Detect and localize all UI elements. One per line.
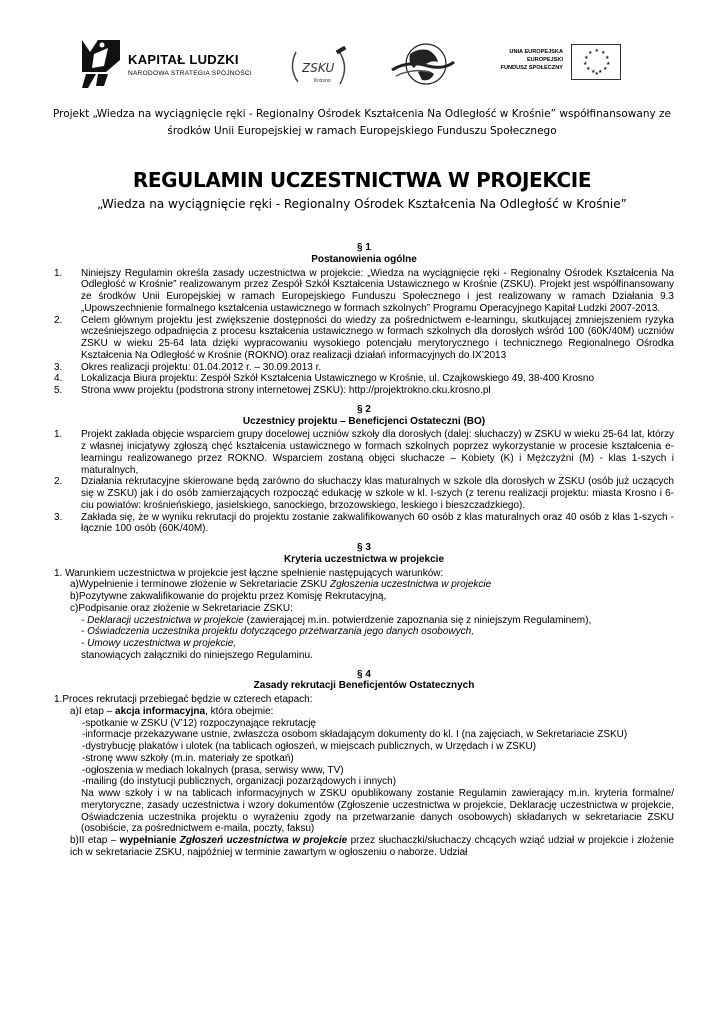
- globe-icon: [388, 40, 458, 92]
- zsku-logo-text: ZSKU: [302, 61, 335, 75]
- list-item: - Deklaracji uczestnictwa w projekcie (zawierającej m.in. potwierdzenie zapoznania się z niniejszym Regulaminem),: [81, 614, 592, 626]
- list-item: - Oświadczenia uczestnika projektu dotyczącego przetwarzania jego danych osobowych,: [81, 626, 474, 638]
- section-3-title: Kryteria uczestnictwa w projekcie: [283, 553, 445, 565]
- section-2-list: [54, 429, 674, 535]
- kapital-ludzki-title: KAPITAŁ LUDZKI: [128, 52, 239, 67]
- eu-logo: [483, 44, 623, 86]
- regulation-body: [54, 235, 674, 859]
- zsku-logo: [286, 44, 352, 90]
- list-item: b)II etap – wypełnianie Zgłoszeń uczestnictwa w projekcie przez słuchaczki/słuchaczy chcących wziąć udział w projekcie i złożenie ich w sekretariacie ZSKU, najpóźniej w terminie zawartym w ogłoszeniu o naborze. Udział: [70, 835, 674, 858]
- list-item: -spotkanie w ZSKU (V’12) rozpoczynające rekrutację: [82, 717, 316, 729]
- zsku-logo-icon: [286, 44, 352, 90]
- section-4-title: Zasady rekrutacji Beneficjentów Ostatecznych: [253, 680, 475, 692]
- list-item: 2. Działania rekrutacyjne skierowane będą zarówno do słuchaczy klas maturalnych w szkole dla dorosłych w ZSKU (osób już uczących się w ZSKU) jak i do osób zamierzających rozpocząć edukację w szkole w kl. I-szych (z terenu realizacji projektu: miasta Krosno i 6-ciu powiatów: krośnieńskiego, jasielskiego, sanockiego, brzozowskiego, leskiego i bieszczadzkiego).: [54, 476, 674, 511]
- page-subtitle: „Wiedza na wyciągnięcie ręki - Regionalny Ośrodek Kształcenia Na Odległość w Krośnie”: [97, 197, 627, 211]
- section-3-sublist: [54, 579, 674, 661]
- page-title: REGULAMIN UCZESTNICTWA W PROJEKCIE: [132, 168, 592, 192]
- eu-line-2: EUROPEJSKI: [526, 57, 563, 63]
- list-item: -informacje przekazywane ustnie, zwłaszcza osobom składającym dokumenty do kl. I (na zajęciach, w Sekretariacie ZSKU): [82, 729, 628, 741]
- section-4-list: [54, 694, 674, 859]
- svg-text:★: ★: [603, 66, 608, 72]
- section-1-number: § 1: [357, 242, 371, 253]
- svg-text:★: ★: [591, 69, 596, 75]
- section-1-list: [54, 268, 674, 397]
- section-2-title: Uczestnicy projektu – Beneficjenci Ostateczni (BO): [242, 415, 486, 427]
- list-item: 5. Strona www projektu (podstrona strony internetowej ZSKU): http://projektrokno.cku.krosno.pl: [54, 385, 491, 396]
- section-3-intro: 1. Warunkiem uczestnictwa w projekcie jest łączne spełnienie następujących warunków:: [54, 567, 444, 579]
- project-line-1: Projekt „Wiedza na wyciągnięcie ręki - Regionalny Ośrodek Kształcenia Na Odległość w Krośnie” współfinansowany ze: [52, 108, 671, 120]
- list-item: - Umowy uczestnictwa w projekcie,: [81, 638, 237, 649]
- svg-text:★: ★: [605, 55, 610, 61]
- svg-text:★: ★: [588, 50, 593, 56]
- eu-logo-text: [483, 48, 563, 72]
- section-4-intro: 1.Proces rekrutacji przebiegać będzie w czterech etapach:: [54, 694, 313, 705]
- kapital-ludzki-flag-icon: [78, 38, 122, 90]
- list-item: 1. Niniejszy Regulamin określa zasady uczestnictwa w projekcie: „Wiedza na wyciągnięcie ręki - Regionalny Ośrodek Kształcenia Na Odległość w Krośnie” realizowanym przez Zespół Szkół Kształcenia Ustawicznego w Krośnie (ZSKU). Projekt jest współfinansowany ze środków Unii Europejskiej w ramach Europejskiego Funduszu Społecznego i jest realizowany w ramach Działania 9.3 „Upowszechnienie formalnego kształcenia ustawicznego w formach szkolnych” Programu Operacyjnego Kapitał Ludzki 2007-2013.: [54, 267, 674, 314]
- svg-text:★: ★: [594, 48, 599, 54]
- svg-text:★: ★: [594, 71, 599, 77]
- list-item: 3. Okres realizacji projektu: 01.04.2012 r. – 30.09.2013 r.: [54, 361, 322, 373]
- project-cofinancing-note: [40, 106, 684, 140]
- svg-text:★: ★: [584, 55, 589, 61]
- list-item: -stronę www szkoły (m.in. materiały ze spotkań): [82, 752, 294, 764]
- list-item: b)Pozytywne zakwalifikowanie do projektu przez Komisję Rekrutacyjną,: [70, 591, 387, 602]
- section-3-number: § 3: [357, 542, 371, 553]
- eu-line-1: UNIA EUROPEJSKA: [509, 49, 563, 55]
- svg-text:★: ★: [586, 66, 591, 72]
- section-3-list: [54, 568, 674, 662]
- section-2-number: § 2: [357, 403, 371, 415]
- list-item: -ogłoszenia w mediach lokalnych (prasa, serwisy www, TV): [82, 764, 344, 776]
- section-4-paragraph: Na www szkoły i w na tablicach informacyjnych w ZSKU opublikowany zostanie Regulamin zawierający m.in. kryteria formalne/ merytoryczne, zasady uczestnictwa i wzory dokumentów (Zgłoszenie uczestnictwa w projekcie, Deklarację uczestnictwa w projekcie, Oświadczenia uczestnika projektu o wyrażeniu zgody na przetwarzanie danych osobowych) składanych w sekretariacie ZSKU (osobiście, za pośrednictwem e-maila, poczty, faksu): [81, 788, 674, 835]
- kapital-ludzki-subtitle: NARODOWA STRATEGIA SPÓJNOŚCI: [128, 70, 252, 77]
- section-4-number: § 4: [357, 668, 371, 680]
- list-item: c)Podpisanie oraz złożenie w Sekretariacie ZSKU:: [70, 602, 293, 614]
- list-item: -mailing (do instytucji publicznych, organizacji pozarządowych i innych): [82, 776, 397, 788]
- svg-text:★: ★: [583, 61, 588, 67]
- list-item: a)I etap – akcja informacyjna, która obejmie:: [70, 705, 274, 717]
- svg-text:★: ★: [601, 50, 606, 56]
- list-item: 4. Lokalizacja Biura projektu: Zespół Szkół Kształcenia Ustawicznego w Krośnie, ul. Czajkowskiego 49, 38-400 Krosno: [54, 373, 595, 385]
- list-item: 3. Zakłada się, że w wyniku rekrutacji do projektu zostanie zakwalifikowanych 60 osób z klas maturalnych oraz 40 osób z klas 1-szych - łącznie 100 osób (60K/40M).: [54, 511, 674, 535]
- eu-flag-icon: [571, 44, 621, 80]
- project-line-2: środków Unii Europejskiej w ramach Europejskiego Funduszu Społecznego: [167, 125, 557, 137]
- list-item: a)Wypełnienie i terminowe złożenie w Sekretariacie ZSKU Zgłoszenia uczestnictwa w projekcie: [70, 579, 492, 591]
- section-3-tail: stanowiących załączniki do niniejszego Regulaminu.: [81, 649, 313, 661]
- eu-line-3: FUNDUSZ SPOŁECZNY: [500, 65, 563, 71]
- list-item: 2. Celem głównym projektu jest zwiększenie dostępności do wiedzy za pośrednictwem e-learningu, skutkującej zmniejszeniem ryzyka wcześniejszego odpadnięcia z procesu kształcenia ustawicznego w formach szkolnych dla dorosłych wśród 100 (60K/40M) uczniów ZSKU w wieku 25-64 lata dzięki wypracowaniu wysokiego potencjału merytorycznego i technicznego Regionalnego Ośrodka Kształcenia Na Odległość w Krośnie (ROKNO) oraz realizacji działań informacyjnych do IX’2013: [54, 314, 674, 361]
- svg-text:★: ★: [606, 61, 611, 67]
- logo-bar: [78, 34, 638, 96]
- zsku-logo-sub: Krosno: [314, 78, 332, 84]
- svg-text:★: ★: [598, 69, 603, 75]
- kapital-ludzki-logo: [78, 38, 268, 92]
- list-item: 1. Projekt zakłada objęcie wsparciem grupy docelowej uczniów szkoły dla dorosłych (dalej: słuchaczy) w ZSKU w wieku 25-64 lat, którzy z własnej inicjatywy zgłoszą chęć kształcenia ustawicznego w formach szkolnych poprzez wykorzystanie w procesie kształcenia e-learningu realizowanego przez ROKNO. Wsparciem zostaną objęci słuchacze – Kobiety (K) i Mężczyźni (M) - klas 1-szych i maturalnych,: [54, 429, 674, 476]
- list-item: -dystrybucję plakatów i ulotek (na tablicach ogłoszeń, w miejscach publicznych, w Urzędach i w ZSKU): [82, 741, 537, 752]
- section-1-title: Postanowienia ogólne: [311, 253, 417, 265]
- rokno-globe-logo: [388, 40, 458, 92]
